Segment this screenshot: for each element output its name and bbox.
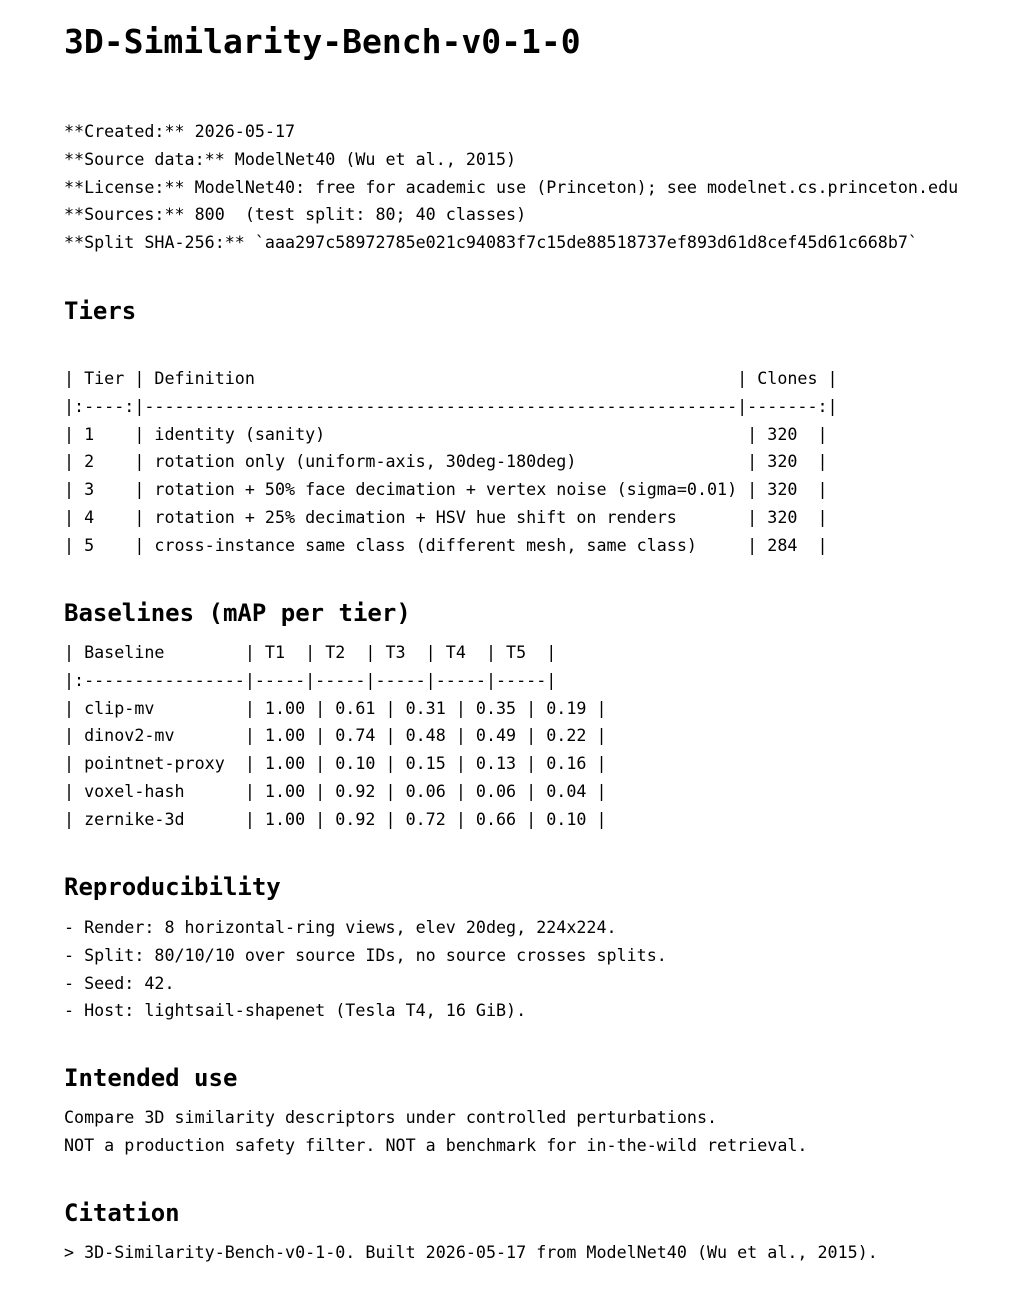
meta-license: **License:** ModelNet40: free for academic use (Princeton); see modelnet.cs.princeton.edu [64, 176, 959, 197]
table-row: | 2 | rotation only (uniform-axis, 30deg-180deg) | 320 | [64, 451, 828, 472]
tiers-heading: Tiers [64, 297, 137, 325]
metadata-block [64, 118, 958, 257]
table-row: | voxel-hash | 1.00 | 0.92 | 0.06 | 0.06 | 0.04 | [64, 780, 607, 801]
table-header-row: | Baseline | T1 | T2 | T3 | T4 | T5 | [64, 642, 557, 662]
table-header-row: | Tier | Definition | Clones | [64, 368, 838, 388]
table-row: | 3 | rotation + 50% face decimation + vertex noise (sigma=0.01) | 320 | [64, 479, 828, 500]
paragraph-line: Compare 3D similarity descriptors under controlled perturbations. [64, 1107, 718, 1127]
list-item: - Render: 8 horizontal-ring views, elev 20deg, 224x224. [64, 917, 617, 937]
tiers-table [64, 365, 838, 560]
table-separator-row: |:----------------|-----|-----|-----|-----|-----| [64, 669, 557, 690]
table-row: | zernike-3d | 1.00 | 0.92 | 0.72 | 0.66 | 0.10 | [64, 808, 607, 829]
meta-split-sha: **Split SHA-256:** `aaa297c58972785e021c94083f7c15de88518737ef893d61d8cef45d61c668b7` [64, 232, 918, 253]
table-row: | clip-mv | 1.00 | 0.61 | 0.31 | 0.35 | 0.19 | [64, 697, 607, 718]
table-row: | dinov2-mv | 1.00 | 0.74 | 0.48 | 0.49 | 0.22 | [64, 725, 607, 746]
citation-block [64, 1239, 878, 1267]
table-row: | pointnet-proxy | 1.00 | 0.10 | 0.15 | 0.13 | 0.16 | [64, 753, 607, 774]
reproducibility-heading: Reproducibility [64, 873, 281, 901]
paragraph-line: NOT a production safety filter. NOT a benchmark for in-the-wild retrieval. [64, 1134, 808, 1155]
baselines-table [64, 639, 607, 834]
list-item: - Seed: 42. [64, 972, 175, 993]
meta-created: **Created:** 2026-05-17 [64, 121, 296, 141]
meta-source-data: **Source data:** ModelNet40 (Wu et al., 2015) [64, 148, 517, 169]
table-row: | 4 | rotation + 25% decimation + HSV hue shift on renders | 320 | [64, 506, 828, 527]
table-row: | 5 | cross-instance same class (different mesh, same class) | 284 | [64, 534, 828, 555]
list-item: - Split: 80/10/10 over source IDs, no source crosses splits. [64, 944, 667, 965]
intended-use-heading: Intended use [64, 1064, 238, 1092]
citation-line: > 3D-Similarity-Bench-v0-1-0. Built 2026-05-17 from ModelNet40 (Wu et al., 2015). [64, 1242, 878, 1262]
reproducibility-list [64, 914, 667, 1025]
citation-heading: Citation [64, 1199, 180, 1227]
table-row: | 1 | identity (sanity) | 320 | [64, 423, 828, 444]
page-title: 3D-Similarity-Bench-v0-1-0 [64, 22, 581, 61]
table-separator-row: |:----:|-----------------------------------------------------------|-------:| [64, 395, 838, 416]
baselines-heading: Baselines (mAP per tier) [64, 599, 411, 627]
intended-use-text [64, 1104, 807, 1160]
list-item: - Host: lightsail-shapenet (Tesla T4, 16 GiB). [64, 1000, 527, 1021]
meta-sources: **Sources:** 800 (test split: 80; 40 classes) [64, 204, 527, 225]
